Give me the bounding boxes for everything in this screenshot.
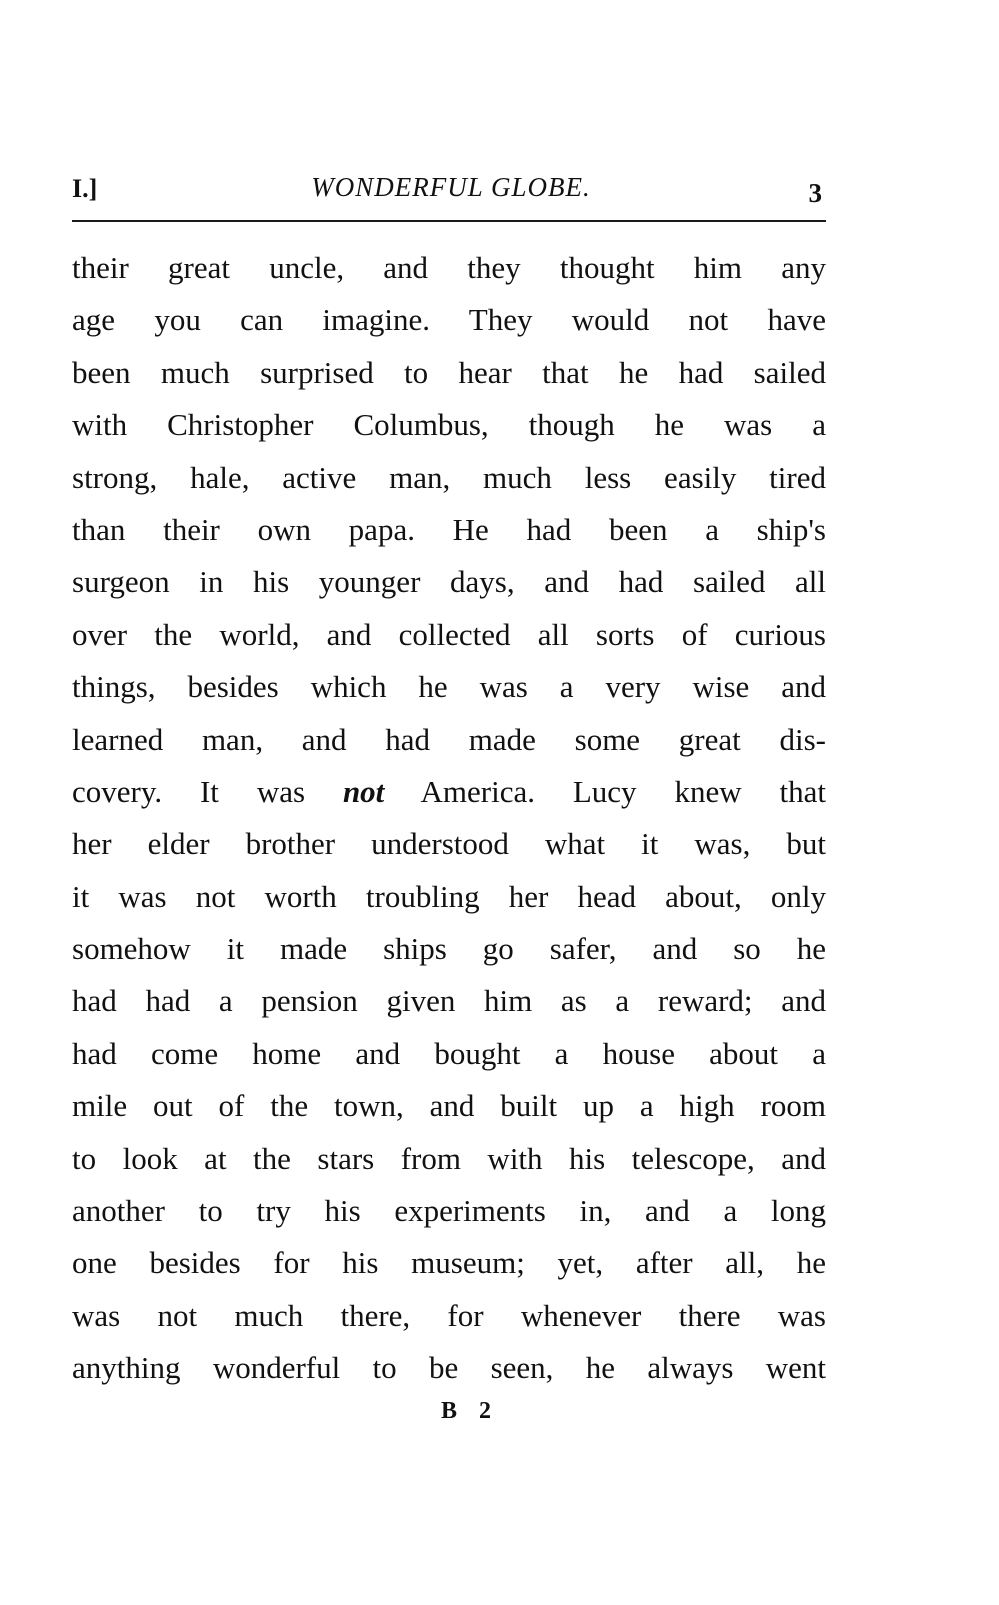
text-line: mile out of the town, and built up a high room (72, 1088, 826, 1124)
text-line: been much surprised to hear that he had sailed (72, 354, 826, 390)
text-line: surgeon in his younger days, and had sailed all (72, 564, 826, 600)
text-line: somehow it made ships go safer, and so he (72, 931, 826, 967)
body-text (72, 242, 826, 1395)
text-line: age you can imagine. They would not have (72, 302, 826, 338)
text-line: learned man, and had made some great dis- (72, 721, 826, 757)
text-line: one besides for his museum; yet, after all, he (72, 1245, 826, 1281)
text-line: it was not worth troubling her head about, only (72, 878, 826, 914)
text-line: was not much there, for whenever there was (72, 1297, 826, 1333)
text-line: her elder brother understood what it was, but (72, 826, 826, 862)
text-line: anything wonderful to be seen, he always went (72, 1350, 826, 1386)
text-line: than their own papa. He had been a ship's (72, 511, 826, 547)
text-line: with Christopher Columbus, though he was a (72, 407, 826, 443)
text-line: had had a pension given him as a reward; and (72, 983, 826, 1019)
text-line: over the world, and collected all sorts of curious (72, 616, 826, 652)
text-line: their great uncle, and they thought him any (72, 250, 826, 285)
header-rule (72, 220, 826, 222)
text-line: strong, hale, active man, much less easily tired (72, 459, 826, 495)
text-line: another to try his experiments in, and a long (72, 1193, 826, 1229)
running-title: WONDERFUL GLOBE. (311, 172, 591, 202)
emphasis-before: covery. It was (72, 773, 306, 809)
page-number: 3 (808, 178, 822, 208)
emphasis-after: America. Lucy knew that (420, 773, 826, 809)
text-line: to look at the stars from with his telescope, and (72, 1140, 826, 1176)
text-line: things, besides which he was a very wise and (72, 669, 826, 705)
text-line: had come home and bought a house about a (72, 1035, 826, 1071)
signature-mark: B 2 (440, 1398, 499, 1424)
text-line-with-emphasis (72, 766, 826, 818)
chapter-number: I.] (72, 174, 98, 203)
running-head (72, 172, 830, 208)
emphasized-word: not (342, 773, 385, 809)
